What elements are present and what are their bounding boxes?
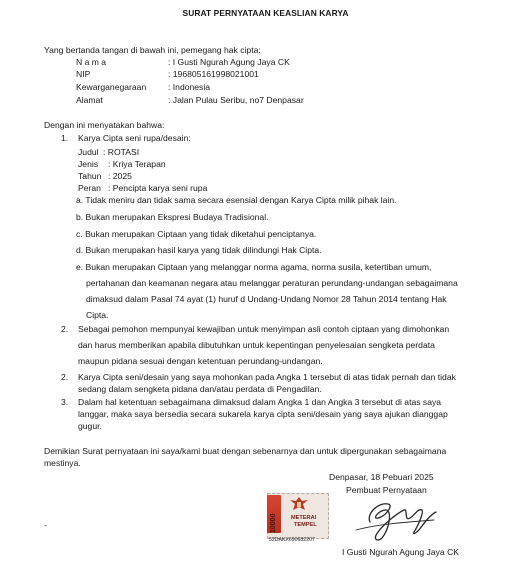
identity-value-address: : Jalan Pulau Seribu, no7 Denpasar bbox=[168, 95, 304, 105]
item-3-line-1: Karya Cipta seni/desain yang saya mohonkan pada Angka 1 tersebut di atas tidak pernah dan tidak bbox=[78, 372, 456, 382]
stamp-label-meterai: METERAI bbox=[291, 515, 317, 521]
point-e-line-3: dimaksud dalam Pasal 74 ayat (1) huruf d Undang-Undang Nomor 28 Tahun 2014 tentang Hak bbox=[86, 294, 447, 304]
identity-value-name: : I Gusti Ngurah Agung Jaya CK bbox=[168, 57, 290, 67]
identity-label-nationality: Kewarganegaraan bbox=[76, 82, 147, 92]
item-1-number: 1. bbox=[61, 133, 69, 143]
point-e-line-1: e. Bukan merupakan Ciptaan yang melanggar norma agama, norma susila, ketertiban umum, bbox=[76, 262, 432, 272]
detail-label-role: Peran bbox=[78, 183, 101, 193]
item-4-line-2: langgar, maka saya bersedia secara sukarela karya cipta seni/desain yang saya ajukan dianggap bbox=[78, 409, 448, 419]
item-2-line-2: dan harus memberikan apabila dibutuhkan untuk kepentingan penyelesaian sengketa perdata bbox=[78, 340, 435, 350]
detail-value-title: : ROTASI bbox=[103, 147, 140, 157]
item-2-line-1: Sebagai pemohon mempunyai kewajiban untuk menyimpan asli contoh ciptaan yang dimohonkan bbox=[78, 324, 450, 334]
detail-label-year: Tahun bbox=[78, 171, 102, 181]
identity-label-address: Alamat bbox=[76, 95, 103, 105]
point-a: a. Tidak meniru dan tidak sama secara esensial dengan Karya Cipta milik pihak lain. bbox=[76, 195, 397, 205]
item-4-line-1: Dalam hal ketentuan sebagaimana dimaksud dalam Angka 1 dan Angka 3 tersebut di atas saya bbox=[78, 397, 442, 407]
detail-label-type: Jenis bbox=[78, 159, 99, 169]
garuda-emblem-icon bbox=[289, 496, 309, 512]
item-4-number: 3. bbox=[61, 397, 69, 407]
item-3-number: 2. bbox=[61, 372, 69, 382]
point-c: c. Bukan merupakan Ciptaan yang tidak diketahui penciptanya. bbox=[76, 229, 317, 239]
detail-value-role: : Pencipta karya seni rupa bbox=[108, 183, 208, 193]
declaration-intro: Dengan ini menyatakan bahwa: bbox=[44, 120, 165, 130]
item-2-number: 2. bbox=[61, 324, 69, 334]
closing-line-2: mestinya. bbox=[44, 458, 81, 468]
point-b: b. Bukan merupakan Ekspresi Budaya Tradisional. bbox=[76, 212, 269, 222]
item-1-heading: Karya Cipta seni rupa/desain: bbox=[78, 133, 191, 143]
stamp-label-tempel: TEMPEL bbox=[294, 522, 317, 528]
stamp-amount: 10000 bbox=[270, 513, 277, 533]
detail-value-year: : 2025 bbox=[108, 171, 132, 181]
point-e-line-4: Cipta. bbox=[86, 310, 109, 320]
signer-title: Pembuat Pernyataan bbox=[346, 485, 427, 495]
revenue-stamp bbox=[251, 487, 363, 547]
dash-mark: - bbox=[44, 520, 47, 530]
item-4-line-3: gugur. bbox=[78, 421, 102, 431]
intro-text: Yang bertanda tangan di bawah ini, pemegang hak cipta: bbox=[44, 45, 261, 55]
identity-value-nationality: : Indonesia bbox=[168, 82, 211, 92]
point-d: d. Bukan merupakan hasil karya yang tidak dilindungi Hak Cipta. bbox=[76, 245, 322, 255]
detail-label-title: Judul bbox=[78, 147, 99, 157]
place-date: Denpasar, 18 Pebuari 2025 bbox=[329, 472, 434, 482]
identity-label-nip: NIP bbox=[76, 69, 91, 79]
signer-name: I Gusti Ngurah Agung Jaya CK bbox=[342, 547, 460, 557]
document-title: SURAT PERNYATAAN KEASLIAN KARYA bbox=[182, 8, 349, 18]
handwritten-signature bbox=[348, 492, 440, 544]
closing-line-1: Demikian Surat pernyataan ini saya/kami buat dengan sebenarnya dan untuk dipergunakan sebagaimana bbox=[44, 446, 447, 456]
identity-label-name: N a m a bbox=[76, 57, 107, 67]
point-e-line-2: pertahanan dan keamanan negara atau melanggar peraturan perundang-undangan sebagaimana bbox=[86, 278, 458, 288]
item-2-line-3: maupun pidana sesuai dengan ketentuan perundang-undangan. bbox=[78, 356, 323, 366]
identity-value-nip: : 196805161998021001 bbox=[168, 69, 259, 79]
item-3-line-2: sedang dalam sengketa pidana dan/atau perdata di Pengadilan. bbox=[78, 384, 322, 394]
detail-value-type: : Kriya Terapan bbox=[108, 159, 166, 169]
stamp-serial: 52DAKX690682207 bbox=[269, 537, 315, 543]
